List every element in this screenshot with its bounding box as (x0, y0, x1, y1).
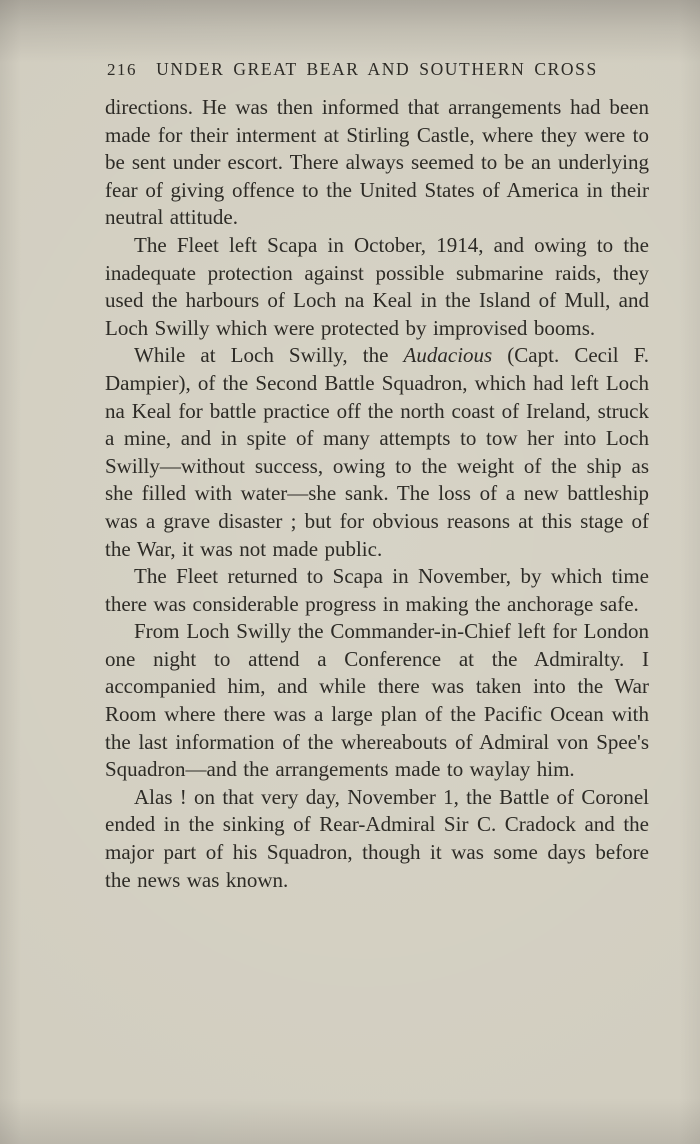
text-run: (Capt. Cecil F. Dampier), of the Second Battle Squadron, which had left Loch na Keal for battle practice off the north coast of Ireland, struck a mine, and in spite of many attempts to tow her into Loch Swilly—without success, owing to the weight of the ship as she filled with water—she sank. The loss of a new battleship was a grave disaster ; but for obvious reasons at this stage of the War, it was not made public. (105, 343, 649, 561)
text-run: While at Loch Swilly, the (134, 343, 404, 368)
running-title: UNDER GREAT BEAR AND SOUTHERN CROSS (156, 59, 598, 79)
paragraph (105, 232, 649, 342)
paragraph (105, 342, 649, 563)
text-run: directions. He was then informed that arrangements had been made for their interment at Stirling Castle, where they were to be sent under escort. There always seemed to be an underlying fear of giving offence to the United States of America in their neutral attitude. (105, 95, 649, 230)
text-run: The Fleet left Scapa in October, 1914, and owing to the inadequate protection against possible submarine raids, they used the harbours of Loch na Keal in the Island of Mull, and Loch Swilly which were protected by improvised booms. (105, 232, 649, 340)
italic-text-run: Audacious (403, 343, 493, 368)
paragraph (105, 784, 649, 894)
paragraph (105, 563, 649, 618)
text-run: The Fleet returned to Scapa in November, by which time there was considerable progress in making the anchorage safe. (105, 564, 649, 616)
body-text (105, 94, 649, 894)
text-run: Alas ! on that very day, November 1, the Battle of Coronel ended in the sinking of Rear-Admiral Sir C. Cradock and the major part of his Squadron, though it was some days before the news was known. (105, 784, 649, 892)
page-body (105, 56, 649, 894)
page-number: 216 (107, 60, 137, 79)
page-header (105, 56, 649, 82)
paragraph (105, 618, 649, 784)
paragraph (105, 94, 649, 232)
text-run: From Loch Swilly the Commander-in-Chief left for London one night to attend a Conference at the Admiralty. I accompanied him, and while there was taken into the War Room where there was a large plan of the Pacific Ocean with the last information of the whereabouts of Admiral von Spee's Squadron—and the arrangements made to waylay him. (105, 619, 649, 782)
